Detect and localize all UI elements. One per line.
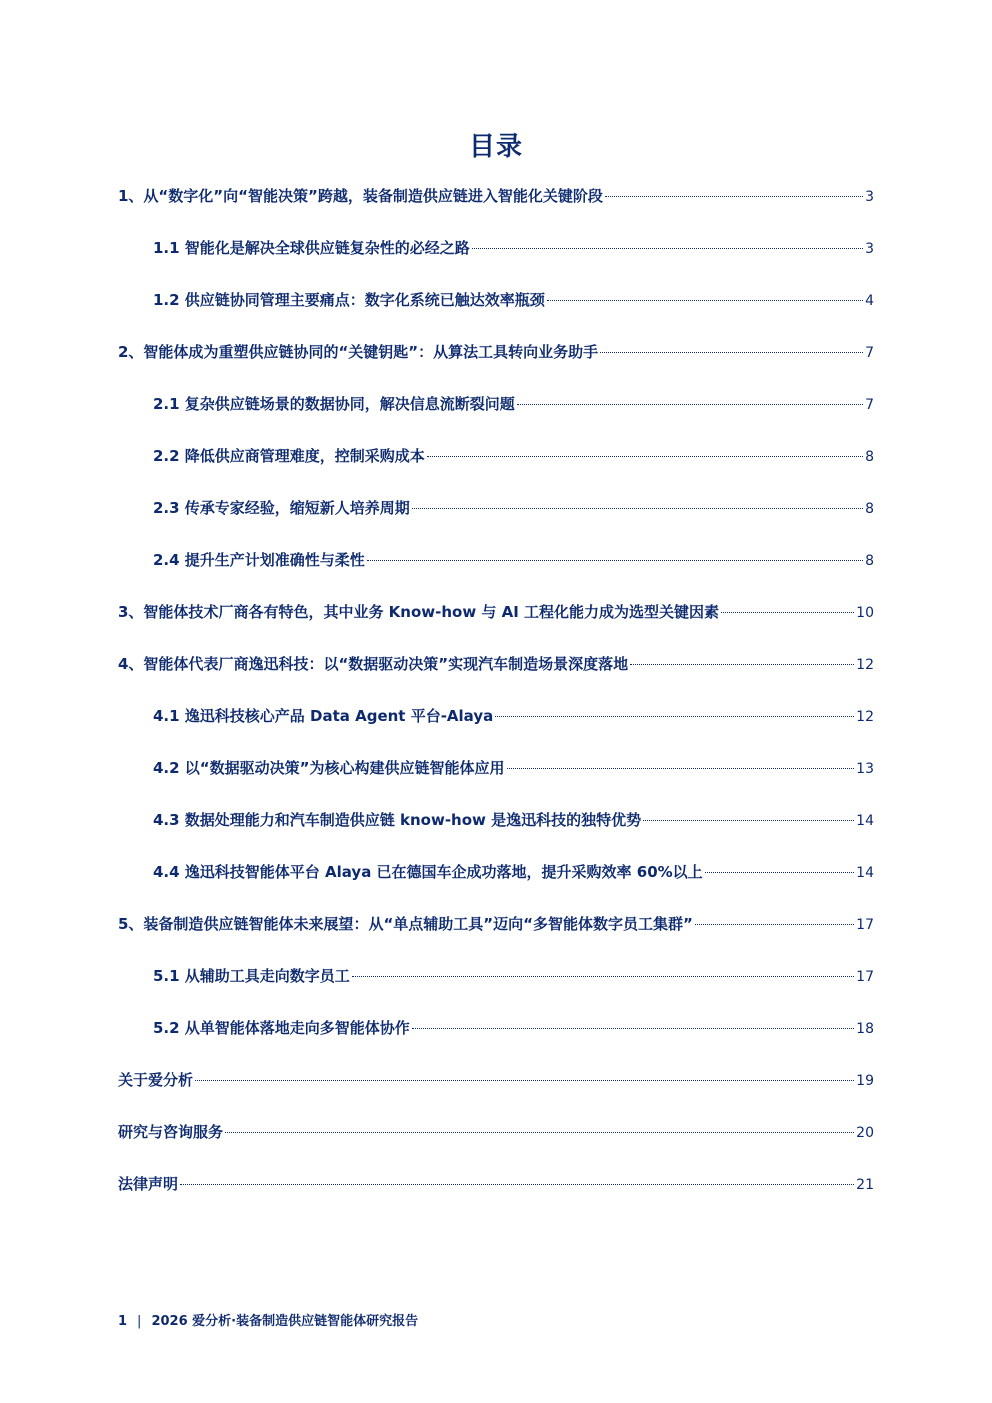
toc-entry-page: 14: [856, 865, 874, 881]
toc-dot-leader: [495, 716, 854, 717]
toc-entry-page: 18: [856, 1021, 874, 1037]
toc-dot-leader: [195, 1080, 854, 1081]
toc-entry-page: 3: [865, 189, 874, 205]
toc-entry-label: 5、装备制造供应链智能体未来展望：从“单点辅助工具”迈向“多智能体数字员工集群”: [118, 915, 693, 933]
toc-dot-leader: [225, 1132, 854, 1133]
toc-entry[interactable]: [118, 235, 874, 287]
toc-entry-label: 4.3 数据处理能力和汽车制造供应链 know-how 是逸迅科技的独特优势: [153, 811, 642, 829]
toc-dot-leader: [507, 768, 855, 769]
toc-dot-leader: [630, 664, 854, 665]
toc-entry-page: 7: [865, 397, 874, 413]
toc-entry-label: 2.2 降低供应商管理难度，控制采购成本: [153, 447, 425, 465]
toc-entry[interactable]: [118, 755, 874, 807]
toc-entry[interactable]: [118, 859, 874, 911]
toc-entry-page: 14: [856, 813, 874, 829]
toc-entry-page: 13: [856, 761, 874, 777]
toc-dot-leader: [367, 560, 863, 561]
toc-entry[interactable]: [118, 911, 874, 963]
toc-entry[interactable]: [118, 599, 874, 651]
toc-entry[interactable]: [118, 391, 874, 443]
toc-entry[interactable]: [118, 703, 874, 755]
toc-entry-label: 4.2 以“数据驱动决策”为核心构建供应链智能体应用: [153, 759, 505, 777]
toc-entry-label: 4.1 逸迅科技核心产品 Data Agent 平台-Alaya: [153, 707, 494, 725]
toc-entry[interactable]: [118, 495, 874, 547]
toc-entry[interactable]: [118, 963, 874, 1015]
toc-dot-leader: [517, 404, 863, 405]
toc-entry-page: 12: [856, 709, 874, 725]
toc-entry-label: 2.4 提升生产计划准确性与柔性: [153, 551, 365, 569]
page-footer: [118, 1310, 418, 1329]
toc-dot-leader: [705, 872, 854, 873]
footer-report-title: 2026 爱分析·装备制造供应链智能体研究报告: [151, 1314, 419, 1329]
toc-entry-page: 12: [856, 657, 874, 673]
toc-entry[interactable]: [118, 1119, 874, 1171]
toc-entry-label: 5.1 从辅助工具走向数字员工: [153, 967, 350, 985]
toc-dot-leader: [721, 612, 854, 613]
toc-dot-leader: [472, 248, 863, 249]
toc-entry-page: 4: [865, 293, 874, 309]
toc-entry-page: 3: [865, 241, 874, 257]
toc-entry-label: 4.4 逸迅科技智能体平台 Alaya 已在德国车企成功落地，提升采购效率 60%以上: [153, 863, 703, 881]
toc-entry[interactable]: [118, 1015, 874, 1067]
toc-entry[interactable]: [118, 651, 874, 703]
toc-entry-label: 2.3 传承专家经验，缩短新人培养周期: [153, 499, 410, 517]
toc-entry-label: 1、从“数字化”向“智能决策”跨越，装备制造供应链进入智能化关键阶段: [118, 187, 603, 205]
toc-entry-page: 20: [856, 1125, 874, 1141]
toc-dot-leader: [547, 300, 863, 301]
toc-entry-page: 17: [856, 917, 874, 933]
toc-dot-leader: [605, 196, 863, 197]
toc-entry-page: 8: [865, 553, 874, 569]
toc-entry-page: 8: [865, 449, 874, 465]
footer-page-number: 1: [118, 1314, 128, 1329]
toc-entry-page: 21: [856, 1177, 874, 1193]
toc-entry[interactable]: [118, 1067, 874, 1119]
toc-dot-leader: [600, 352, 863, 353]
toc-entry[interactable]: [118, 287, 874, 339]
toc-entry-page: 17: [856, 969, 874, 985]
toc-entry-label: 5.2 从单智能体落地走向多智能体协作: [153, 1019, 410, 1037]
toc-entry-page: 10: [856, 605, 874, 621]
toc-entry-page: 7: [865, 345, 874, 361]
toc-dot-leader: [643, 820, 854, 821]
toc-dot-leader: [695, 924, 854, 925]
toc-entry-label: 4、智能体代表厂商逸迅科技：以“数据驱动决策”实现汽车制造场景深度落地: [118, 655, 629, 673]
toc-dot-leader: [412, 508, 863, 509]
toc-entry-label: 1.2 供应链协同管理主要痛点：数字化系统已触达效率瓶颈: [153, 291, 545, 309]
toc-entry-label: 1.1 智能化是解决全球供应链复杂性的必经之路: [153, 239, 470, 257]
table-of-contents: [118, 183, 874, 1223]
footer-separator: |: [137, 1314, 142, 1329]
toc-entry-page: 8: [865, 501, 874, 517]
toc-dot-leader: [427, 456, 863, 457]
page-title: 目录: [468, 132, 523, 162]
toc-entry[interactable]: [118, 547, 874, 599]
toc-entry[interactable]: [118, 443, 874, 495]
toc-entry[interactable]: [118, 807, 874, 859]
toc-entry-label: 2、智能体成为重塑供应链协同的“关键钥匙”：从算法工具转向业务助手: [118, 343, 599, 361]
toc-entry-label: 2.1 复杂供应链场景的数据协同，解决信息流断裂问题: [153, 395, 515, 413]
toc-entry-label: 法律声明: [118, 1175, 179, 1193]
toc-entry-label: 关于爱分析: [118, 1071, 194, 1089]
toc-entry[interactable]: [118, 183, 874, 235]
toc-dot-leader: [412, 1028, 854, 1029]
toc-entry-label: 研究与咨询服务: [118, 1123, 224, 1141]
toc-entry-label: 3、智能体技术厂商各有特色，其中业务 Know-how 与 AI 工程化能力成为选型关键因素: [118, 603, 720, 621]
toc-dot-leader: [180, 1184, 854, 1185]
toc-entry-page: 19: [856, 1073, 874, 1089]
toc-dot-leader: [352, 976, 854, 977]
toc-entry[interactable]: [118, 1171, 874, 1223]
toc-entry[interactable]: [118, 339, 874, 391]
